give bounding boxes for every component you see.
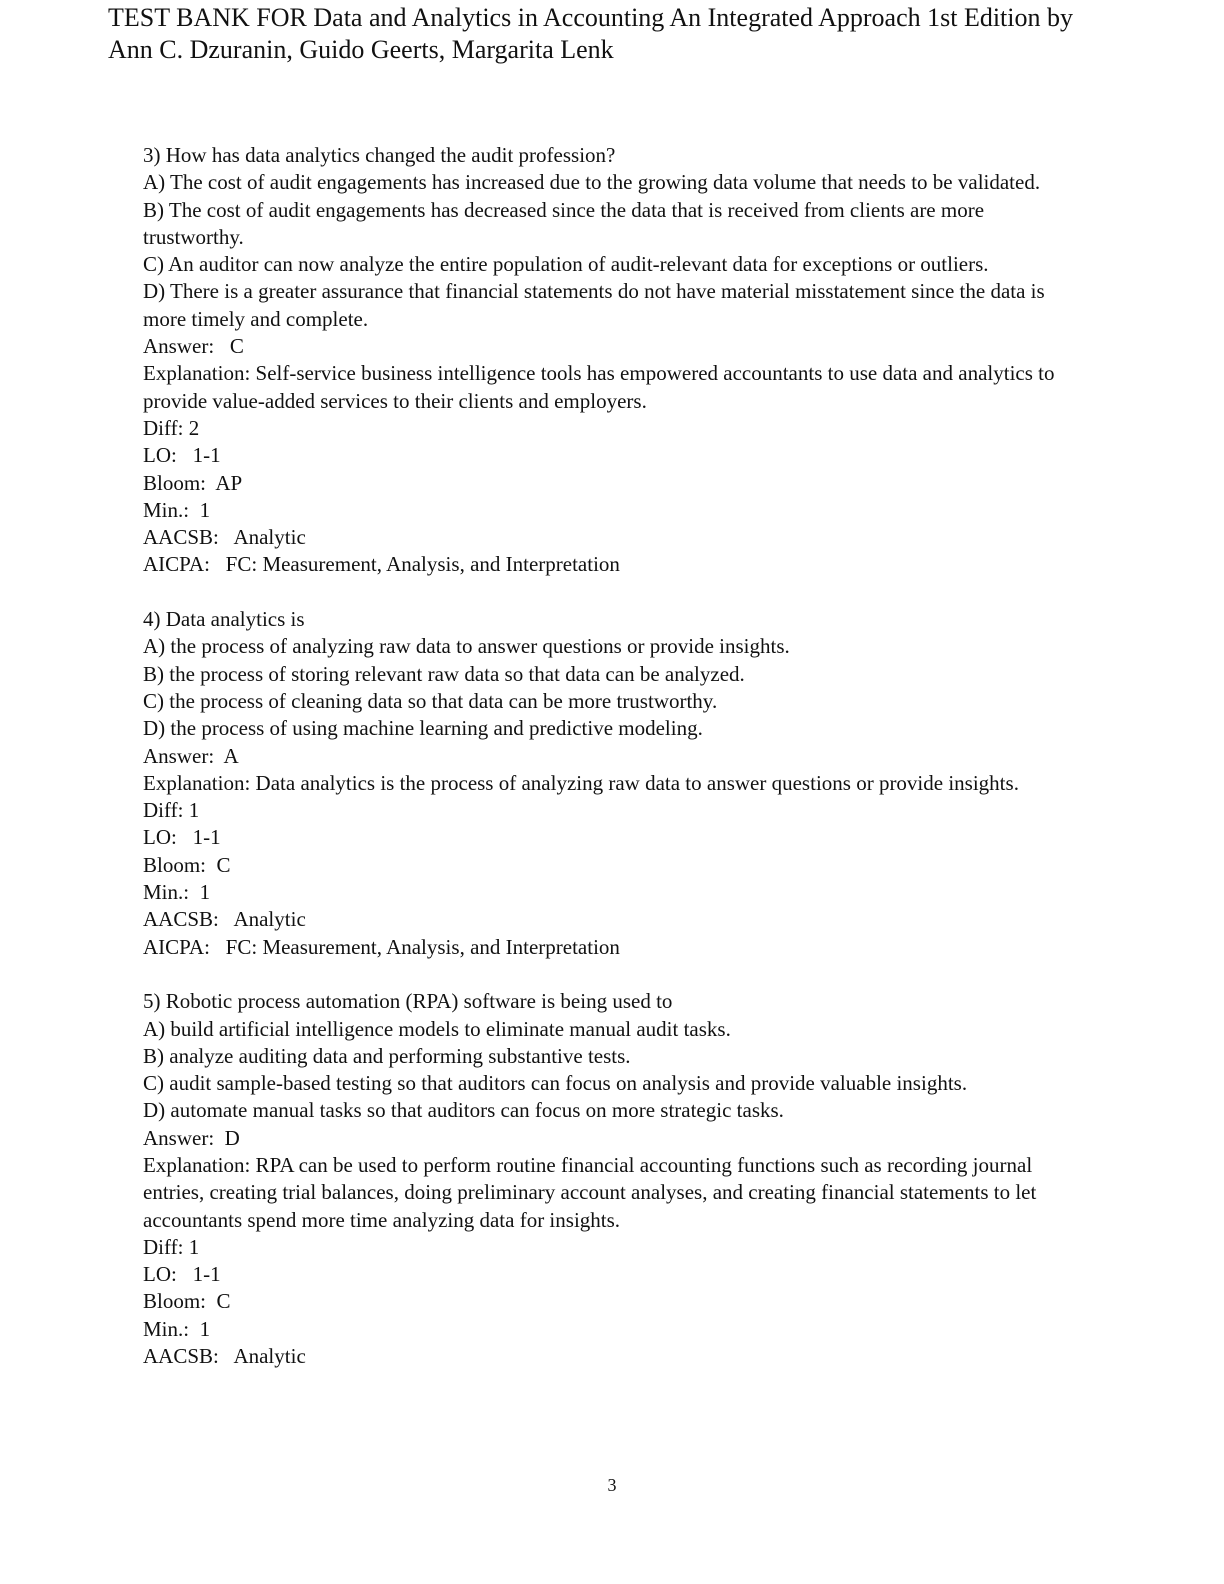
learning-objective: LO: 1-1 <box>143 1262 221 1287</box>
question-stem: 3) How has data analytics changed the audit profession? <box>143 143 616 167</box>
document-header <box>108 2 1188 66</box>
option-b: B) analyze auditing data and performing substantive tests. <box>143 1043 631 1068</box>
answer: Answer: A <box>143 743 239 768</box>
aicpa-tag: AICPA: FC: Measurement, Analysis, and Interpretation <box>143 934 620 959</box>
header-title-line-1: TEST BANK FOR Data and Analytics in Accounting An Integrated Approach 1st Edition by <box>108 3 1074 32</box>
question-4 <box>143 606 1078 961</box>
option-a: A) build artificial intelligence models to eliminate manual audit tasks. <box>143 1016 731 1041</box>
minutes: Min.: 1 <box>143 1316 211 1341</box>
explanation: Explanation: Self-service business intelligence tools has empowered accountants to use data and analytics to provide value-added services to their clients and employers. <box>143 361 1055 413</box>
minutes: Min.: 1 <box>143 880 211 905</box>
question-stem: 4) Data analytics is <box>143 607 305 632</box>
header-title-line-2: Ann C. Dzuranin, Guido Geerts, Margarita Lenk <box>108 35 614 64</box>
option-c: C) An auditor can now analyze the entire population of audit-relevant data for exceptions or outliers. <box>143 252 989 277</box>
option-a: A) the process of analyzing raw data to answer questions or provide insights. <box>143 634 790 659</box>
option-d: D) There is a greater assurance that financial statements do not have material misstatement since the data is more timely and complete. <box>143 279 1045 331</box>
difficulty: Diff: 1 <box>143 798 200 823</box>
learning-objective: LO: 1-1 <box>143 825 221 850</box>
question-stem: 5) Robotic process automation (RPA) software is being used to <box>143 989 673 1014</box>
answer: Answer: D <box>143 1125 240 1150</box>
aacsb-tag: AACSB: Analytic <box>143 1344 306 1369</box>
option-b: B) The cost of audit engagements has decreased since the data that is received from clients are more trustworthy. <box>143 197 985 249</box>
aacsb-tag: AACSB: Analytic <box>143 907 306 932</box>
bloom-level: Bloom: AP <box>143 470 243 495</box>
option-a: A) The cost of audit engagements has increased due to the growing data volume that needs to be validated. <box>143 170 1041 195</box>
difficulty: Diff: 2 <box>143 415 200 440</box>
question-5 <box>143 988 1078 1370</box>
aacsb-tag: AACSB: Analytic <box>143 525 306 550</box>
explanation: Explanation: RPA can be used to perform routine financial accounting functions such as recording journal entries, creating trial balances, doing preliminary account analyses, and creating financial statements to let accountants spend more time analyzing data for insights. <box>143 1152 1037 1232</box>
explanation: Explanation: Data analytics is the process of analyzing raw data to answer questions or provide insights. <box>143 770 1019 795</box>
difficulty: Diff: 1 <box>143 1234 200 1259</box>
option-c: C) the process of cleaning data so that data can be more trustworthy. <box>143 688 718 713</box>
question-list <box>143 142 1078 1370</box>
minutes: Min.: 1 <box>143 497 211 522</box>
question-3 <box>143 142 1078 579</box>
page-number: 3 <box>607 1475 617 1495</box>
option-d: D) automate manual tasks so that auditors can focus on more strategic tasks. <box>143 1098 784 1123</box>
option-c: C) audit sample-based testing so that auditors can focus on analysis and provide valuable insights. <box>143 1071 968 1096</box>
aicpa-tag: AICPA: FC: Measurement, Analysis, and Interpretation <box>143 552 620 577</box>
option-d: D) the process of using machine learning and predictive modeling. <box>143 716 703 741</box>
bloom-level: Bloom: C <box>143 1289 231 1314</box>
option-b: B) the process of storing relevant raw data so that data can be analyzed. <box>143 661 745 686</box>
learning-objective: LO: 1-1 <box>143 443 221 468</box>
bloom-level: Bloom: C <box>143 852 231 877</box>
answer: Answer: C <box>143 334 244 359</box>
